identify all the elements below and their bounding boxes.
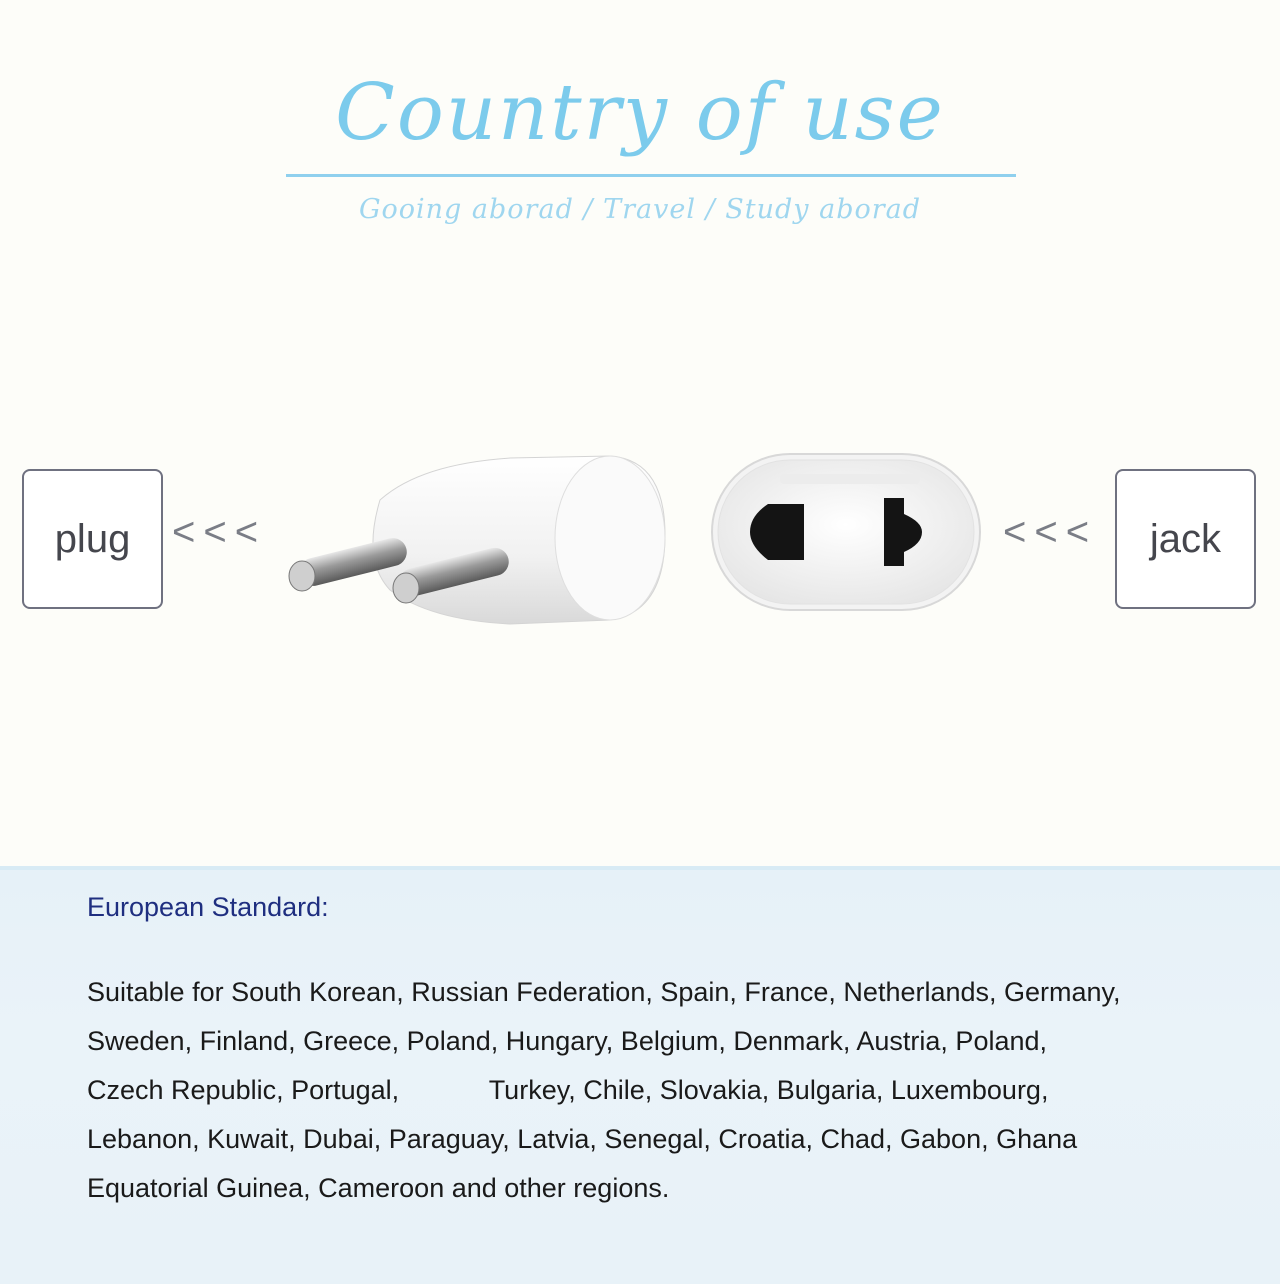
- info-heading: European Standard:: [87, 892, 329, 922]
- country-list-line: Equatorial Guinea, Cameroon and other regions.: [87, 1173, 670, 1203]
- country-list-line: Sweden, Finland, Greece, Poland, Hungary, Belgium, Denmark, Austria, Poland,: [87, 1026, 1048, 1056]
- plug-label-box: [22, 469, 163, 609]
- jack-label: jack: [1149, 516, 1222, 561]
- right-arrows: <<<: [1003, 510, 1098, 554]
- page-title: Country of use: [335, 68, 945, 158]
- plug-label: plug: [54, 516, 131, 561]
- page-subtitle: Gooing aborad / Travel / Study aborad: [358, 194, 922, 225]
- country-list-line: Suitable for South Korean, Russian Federation, Spain, France, Netherlands, Germany,: [87, 977, 1121, 1007]
- jack-socket-icon: [712, 454, 980, 610]
- country-list-line: Lebanon, Kuwait, Dubai, Paraguay, Latvia, Senegal, Croatia, Chad, Gabon, Ghana: [87, 1124, 1078, 1154]
- adapter-illustration: [280, 440, 1000, 640]
- title-divider: [286, 174, 1016, 177]
- left-arrows: <<<: [172, 510, 267, 554]
- jack-label-box: [1115, 469, 1256, 609]
- country-list-line: Czech Republic, Portugal, Turkey, Chile, Slovakia, Bulgaria, Luxembourg,: [87, 1075, 1049, 1105]
- plug-adapter-icon: [289, 456, 665, 624]
- country-list: [87, 968, 1267, 1213]
